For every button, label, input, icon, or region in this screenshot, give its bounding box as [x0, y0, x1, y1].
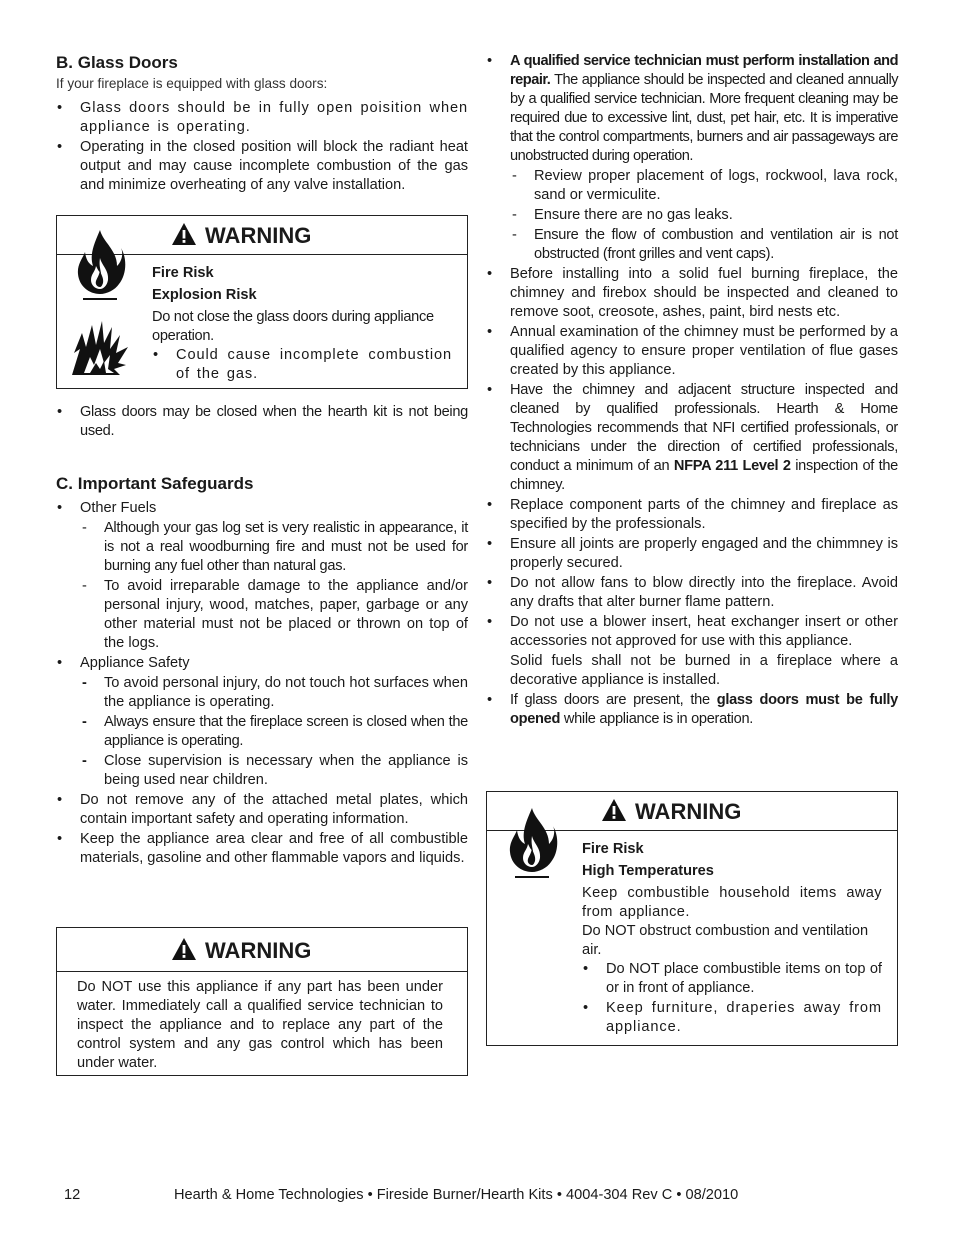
explosion-icon: [70, 319, 130, 377]
list-item: - Although your gas log set is very realistic in appearance, it is not a real woodburning fire and must not be used for burning any fuel other than natural gas.: [80, 519, 468, 576]
warning-triangle-icon: [601, 798, 627, 822]
warning-title: WARNING: [205, 938, 312, 963]
warning-title: WARNING: [205, 223, 312, 248]
warning-box-water-damage: [56, 927, 468, 1076]
list-item: - Review proper placement of logs, rockwool, lava rock, sand or vermiculite.: [510, 167, 898, 205]
list-item: • Do not allow fans to blow directly into the fireplace. Avoid any drafts that alter burner flame pattern.: [486, 574, 898, 612]
fire-icon: [73, 228, 127, 306]
warning-box-fire-explosion: [56, 215, 468, 389]
list-item: • Appliance Safety - To avoid personal injury, do not touch hot surfaces when the appliance is operating. - Always ensure that the fireplace screen is closed when the appliance is operating. - Close supervision is necessary when the appliance is being used near children.: [56, 654, 468, 790]
list-item: • A qualified service technician must perform installation and repair. The appliance should be inspected and cleaned annually by a qualified service technician. More frequent cleaning may be required due to excessive lint, dust, pet hair, etc. It is imperative that the control compartments, burners and air passageways are unobstructed during operation. - Review proper placement of logs, rockwool, lava rock, sand or vermiculite. - Ensure there are no gas leaks. - Ensure the flow of combustion and ventilation air is not obstructed (front grilles and vent caps).: [486, 52, 898, 264]
list-item: • Annual examination of the chimney must be performed by a qualified agency to ensure proper ventilation of flue gases created by this appliance.: [486, 323, 898, 380]
list-item: - To avoid irreparable damage to the appliance and/or personal injury, wood, matches, paper, garbage or any other material must not be placed or thrown on top of the logs.: [80, 577, 468, 653]
warning-text: [582, 840, 882, 1038]
page-number: 12: [64, 1187, 81, 1203]
glass-doors-list: [56, 99, 468, 195]
list-item: - Ensure the flow of combustion and ventilation air is not obstructed (front grilles and vent caps).: [510, 226, 898, 264]
warning-title: WARNING: [635, 799, 742, 824]
warning-triangle-icon: [171, 222, 197, 246]
warning-box-high-temperatures: [486, 791, 898, 1046]
list-item: - Always ensure that the fireplace screen is closed when the appliance is operating.: [80, 713, 468, 751]
paragraph: Solid fuels shall not be burned in a fireplace where a decorative appliance is installed.: [510, 653, 898, 688]
risk-label: High Temperatures: [582, 863, 714, 879]
list-item: • Do not use a blower insert, heat exchanger insert or other accessories not approved for use with this appliance.: [486, 613, 898, 651]
list-item: • Ensure all joints are properly engaged and the chimmney is properly secured.: [486, 535, 898, 573]
list-item: • Do not remove any of the attached metal plates, which contain important safety and operating information.: [56, 791, 468, 829]
warning-instruction: Do NOT obstruct combustion and ventilation air.: [582, 923, 869, 958]
warning-instruction: Do NOT use this appliance if any part has been under water. Immediately call a qualified service technician to inspect the appliance and to replace any part of the control system and any gas control which has been under water.: [77, 979, 443, 1071]
warning-instruction: Do not close the glass doors during appliance operation.: [152, 309, 434, 344]
list-item: - Close supervision is necessary when the appliance is being used near children.: [80, 752, 468, 790]
list-item: • If glass doors are present, the glass doors must be fully opened while appliance is in operation.: [486, 691, 898, 729]
left-column: [56, 52, 468, 196]
warning-instruction: Keep combustible household items away from appliance.: [582, 885, 882, 920]
warning-triangle-icon: [171, 937, 197, 961]
list-item: • Could cause incomplete combustion of the gas.: [152, 346, 452, 384]
list-item: • Have the chimney and adjacent structure inspected and cleaned by qualified professionals. Hearth & Home Technologies recommends that NFI certified professionals, or technicians under the direction of certified professionals, conduct a minimum of an NFPA 211 Level 2 inspection of the chimney.: [486, 381, 898, 495]
list-item: - Ensure there are no gas leaks.: [510, 206, 898, 225]
risk-label: Fire Risk: [152, 265, 214, 281]
fire-icon: [505, 806, 559, 884]
list-item: • Keep furniture, draperies away from appliance.: [582, 999, 882, 1037]
list-item: • Keep the appliance area clear and free of all combustible materials, gasoline and other flammable vapors and liquids.: [56, 830, 468, 868]
list-item: • Other Fuels - Although your gas log set is very realistic in appearance, it is not a real woodburning fire and must not be used for burning any fuel other than natural gas. - To avoid irreparable damage to the appliance and/or personal injury, wood, matches, paper, garbage or any other material must not be placed or thrown on top of the logs.: [56, 499, 468, 653]
warning-text: [152, 264, 452, 385]
risk-label: Explosion Risk: [152, 287, 257, 303]
right-column: [486, 52, 898, 730]
risk-label: Fire Risk: [582, 841, 644, 857]
section-heading-safeguards: C. Important Safeguards: [56, 474, 254, 493]
section-heading-glass-doors: B. Glass Doors: [56, 53, 178, 72]
list-item: • Glass doors may be closed when the hearth kit is not being used.: [56, 403, 468, 441]
list-item: • Glass doors should be in fully open poisition when appliance is operating.: [56, 99, 468, 137]
list-item: • Operating in the closed position will block the radiant heat output and may cause incomplete combustion of the gas and minimize overheating of any valve installation.: [56, 138, 468, 195]
list-item: • Before installing into a solid fuel burning fireplace, the chimney and firebox should be inspected and cleaned to remove soot, creosote, ashes, paint, bird nests etc.: [486, 265, 898, 322]
list-item: • Replace component parts of the chimney and fireplace as specified by the professionals.: [486, 496, 898, 534]
safeguards-list: [56, 499, 468, 868]
glass-doors-intro: If your fireplace is equipped with glass doors:: [56, 76, 328, 91]
left-column-continued: [56, 403, 468, 869]
footer-text: Hearth & Home Technologies • Fireside Burner/Hearth Kits • 4004-304 Rev C • 08/2010: [174, 1187, 739, 1203]
list-item: • Do NOT place combustible items on top of or in front of appliance.: [582, 960, 882, 998]
list-item: - To avoid personal injury, do not touch hot surfaces when the appliance is operating.: [80, 674, 468, 712]
warning-header: [57, 928, 467, 972]
